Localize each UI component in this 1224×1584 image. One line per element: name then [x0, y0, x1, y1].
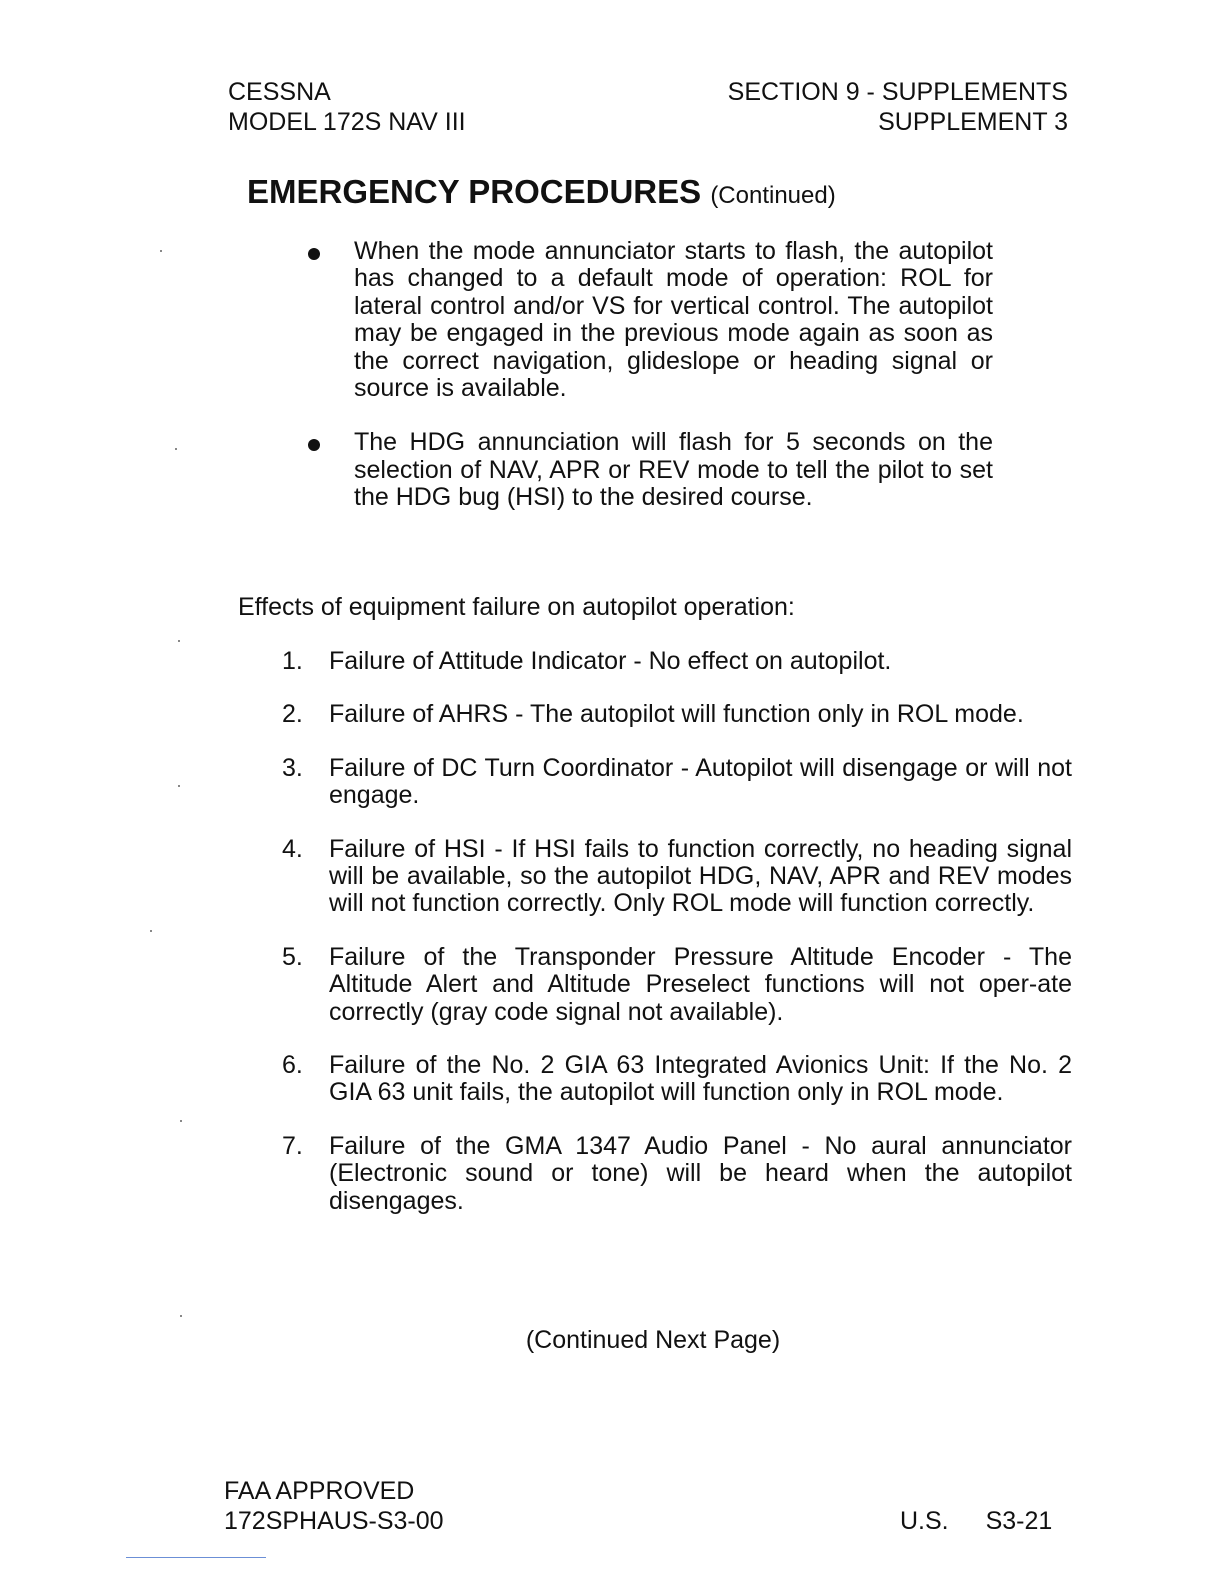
item-number: 4.	[282, 834, 303, 863]
header-right	[728, 77, 1068, 137]
item-number: 5.	[282, 942, 303, 971]
section-label: SECTION 9 - SUPPLEMENTS	[727, 78, 1068, 106]
scan-speck	[175, 448, 177, 450]
page-title	[247, 173, 836, 211]
item-text: Failure of the Transponder Pressure Altitude Encoder - The Altitude Alert and Altitude Preselect functions will not oper-ate correctly (gray code signal not available).	[329, 942, 1072, 1026]
scan-speck	[150, 930, 152, 932]
scan-edge-line	[126, 1557, 266, 1558]
scan-speck	[178, 640, 180, 642]
item-text: Failure of the GMA 1347 Audio Panel - No aural annunciator (Electronic sound or tone) will be heard when the autopilot disengages.	[329, 1131, 1072, 1215]
bullet-list	[308, 238, 993, 539]
bullet-text: When the mode annunciator starts to flash, the autopilot has changed to a default mode of operation: ROL for lateral control and/or VS for vertical control. The autopilot may be engaged in the previous mode again as soon as the correct navigation, glideslope or heading signal or source is available.	[354, 237, 993, 403]
item-text: Failure of Attitude Indicator - No effect on autopilot.	[329, 647, 892, 675]
item-text: Failure of DC Turn Coordinator - Autopilot will disengage or will not engage.	[329, 753, 1072, 810]
manufacturer: CESSNA	[228, 78, 331, 106]
scan-speck	[180, 1315, 182, 1317]
bullet-dot-icon	[308, 248, 320, 260]
scan-speck	[180, 1120, 182, 1122]
scan-specks	[150, 240, 190, 1340]
failure-intro: Effects of equipment failure on autopilot operation:	[238, 593, 795, 621]
item-text: Failure of HSI - If HSI fails to function correctly, no heading signal will be available, so the autopilot HDG, NAV, APR and REV modes will not function correctly. Only ROL mode will function correctly.	[329, 834, 1072, 918]
list-item	[282, 836, 1072, 918]
list-item	[282, 1133, 1072, 1215]
approval-label: FAA APPROVED	[224, 1477, 415, 1505]
title-main: EMERGENCY PROCEDURES	[247, 173, 702, 210]
list-item	[282, 701, 1072, 728]
scan-speck	[160, 250, 162, 252]
list-item	[282, 944, 1072, 1026]
document-code: 172SPHAUS-S3-00	[224, 1507, 444, 1535]
bullet-text: The HDG annunciation will flash for 5 seconds on the selection of NAV, APR or REV mode to tell the pilot to set the HDG bug (HSI) to the desired course.	[354, 428, 993, 512]
header-left	[228, 77, 466, 137]
bullet-dot-icon	[308, 439, 320, 451]
model: MODEL 172S NAV III	[228, 108, 466, 136]
country-label: U.S.	[900, 1507, 949, 1535]
page-number: S3-21	[985, 1507, 1053, 1535]
item-number: 2.	[282, 700, 303, 729]
failure-list	[282, 648, 1072, 1241]
item-number: 3.	[282, 753, 303, 782]
item-number: 1.	[282, 647, 303, 675]
supplement-label: SUPPLEMENT 3	[878, 108, 1068, 136]
bullet-item	[308, 429, 993, 511]
item-number: 7.	[282, 1131, 303, 1160]
list-item	[282, 1052, 1072, 1107]
title-continued: (Continued)	[710, 182, 836, 209]
footer-left	[224, 1476, 444, 1536]
item-text: Failure of AHRS - The autopilot will function only in ROL mode.	[329, 700, 1024, 729]
continued-note: (Continued Next Page)	[525, 1326, 781, 1354]
item-text: Failure of the No. 2 GIA 63 Integrated Avionics Unit: If the No. 2 GIA 63 unit fails, the autopilot will function only in ROL mode.	[329, 1051, 1072, 1107]
list-item	[282, 755, 1072, 810]
bullet-item	[308, 238, 993, 402]
item-number: 6.	[282, 1051, 303, 1080]
scan-speck	[178, 785, 180, 787]
list-item	[282, 648, 1072, 675]
footer-right	[900, 1506, 1082, 1536]
